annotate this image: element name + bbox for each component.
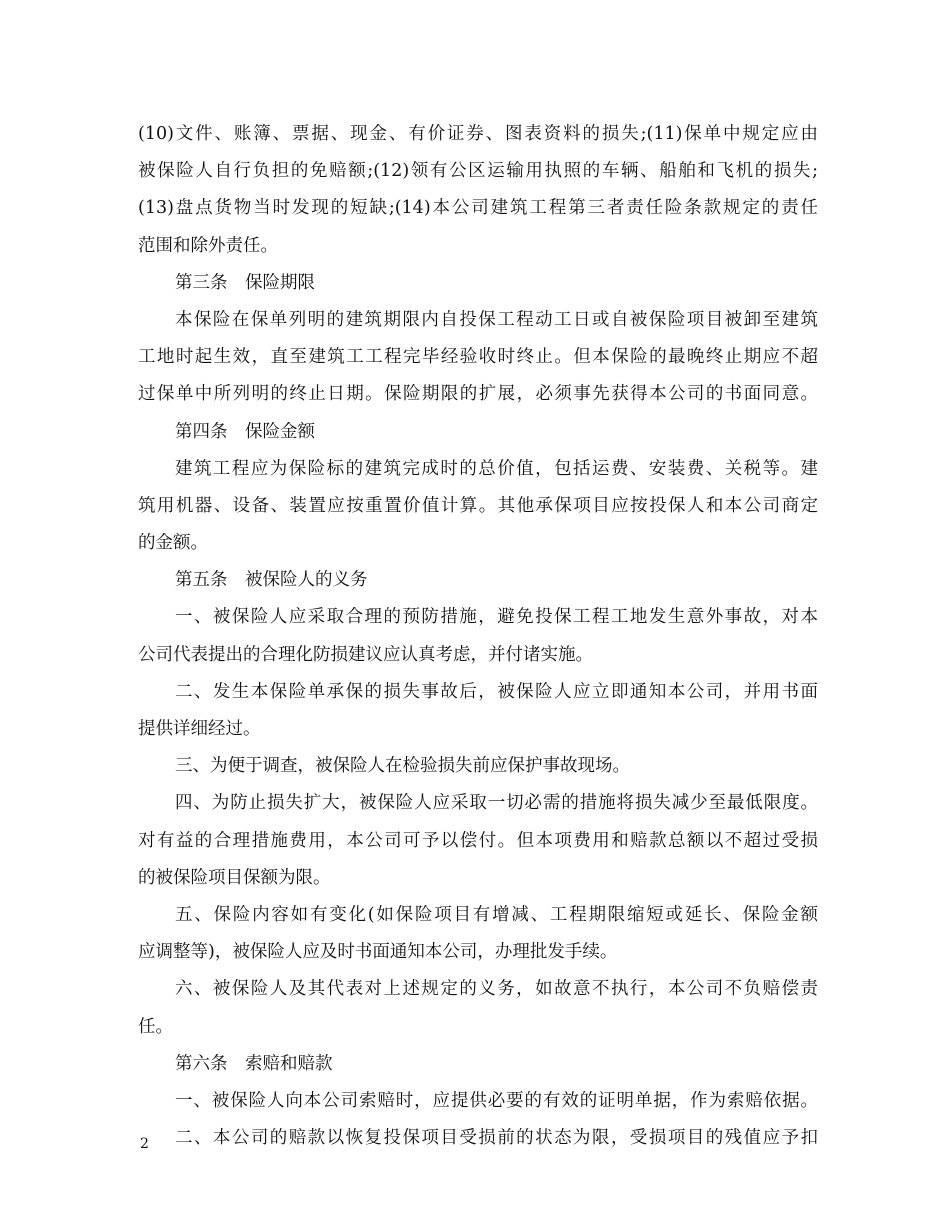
text-line: 二、发生本保险单承保的损失事故后，被保险人应立即通知本公司，并用书面: [175, 681, 818, 702]
text-line: 公司代表提出的合理化防损建议应认真考虑，并付诸实施。: [138, 644, 593, 665]
text-line: 五、保险内容如有变化(如保险项目有增减、工程期限缩短或延长、保险金额: [175, 904, 818, 925]
text-line: 第四条 保险金额: [175, 421, 315, 442]
text-line: 范围和除外责任。: [138, 235, 278, 256]
text-line: 建筑工程应为保险标的建筑完成时的总价值，包括运费、安装费、关税等。建: [175, 458, 818, 479]
text-line: 任。: [138, 1016, 173, 1037]
text-line: 被保险人自行负担的免赔额;(12)领有公区运输用执照的车辆、船舶和飞机的损失;: [138, 161, 818, 182]
text-line: (10)文件、账簿、票据、现金、有价证券、图表资料的损失;(11)保单中规定应由: [138, 124, 818, 144]
text-line: (13)盘点货物当时发现的短缺;(14)本公司建筑工程第三者责任险条款规定的责任: [138, 198, 818, 219]
text-line: 一、被保险人向本公司索赔时，应提供必要的有效的证明单据，作为索赔依据。: [175, 1090, 818, 1111]
page-number: 2: [140, 1136, 149, 1152]
text-line: 一、被保险人应采取合理的预防措施，避免投保工程工地发生意外事故，对本: [175, 607, 818, 628]
text-line: 四、为防止损失扩大，被保险人应采取一切必需的措施将损失减少至最低限度。: [175, 793, 818, 814]
document-body: [138, 116, 818, 1157]
text-line: 六、被保险人及其代表对上述规定的义务，如故意不执行，本公司不负赔偿责: [175, 979, 818, 1000]
text-line: 本保险在保单列明的建筑期限内自投保工程动工日或自被保险项目被卸至建筑: [175, 309, 818, 330]
text-line: 提供详细经过。: [138, 719, 261, 739]
text-line: 三、为便于调查，被保险人在检验损失前应保护事故现场。: [175, 756, 630, 777]
text-line: 第五条 被保险人的义务: [175, 570, 368, 591]
text-line: 过保单中所列明的终止日期。保险期限的扩展，必须事先获得本公司的书面同意。: [138, 384, 818, 405]
text-line: 的金额。: [138, 533, 208, 554]
text-line: 二、本公司的赔款以恢复投保项目受损前的状态为限，受损项目的残值应予扣: [175, 1128, 818, 1149]
text-line: 第六条 索赔和赔款: [175, 1053, 333, 1074]
text-line: 第三条 保险期限: [175, 272, 315, 293]
text-line: 的被保险项目保额为限。: [138, 867, 331, 888]
text-line: 工地时起生效，直至建筑工工程完毕经验收时终止。但本保险的最晚终止期应不超: [138, 347, 818, 368]
text-line: 应调整等)，被保险人应及时书面通知本公司，办理批发手续。: [138, 942, 618, 963]
text-line: 对有益的合理措施费用，本公司可予以偿付。但本项费用和赔款总额以不超过受损: [138, 830, 818, 851]
text-line: 筑用机器、设备、装置应按重置价值计算。其他承保项目应按投保人和本公司商定: [138, 495, 818, 516]
